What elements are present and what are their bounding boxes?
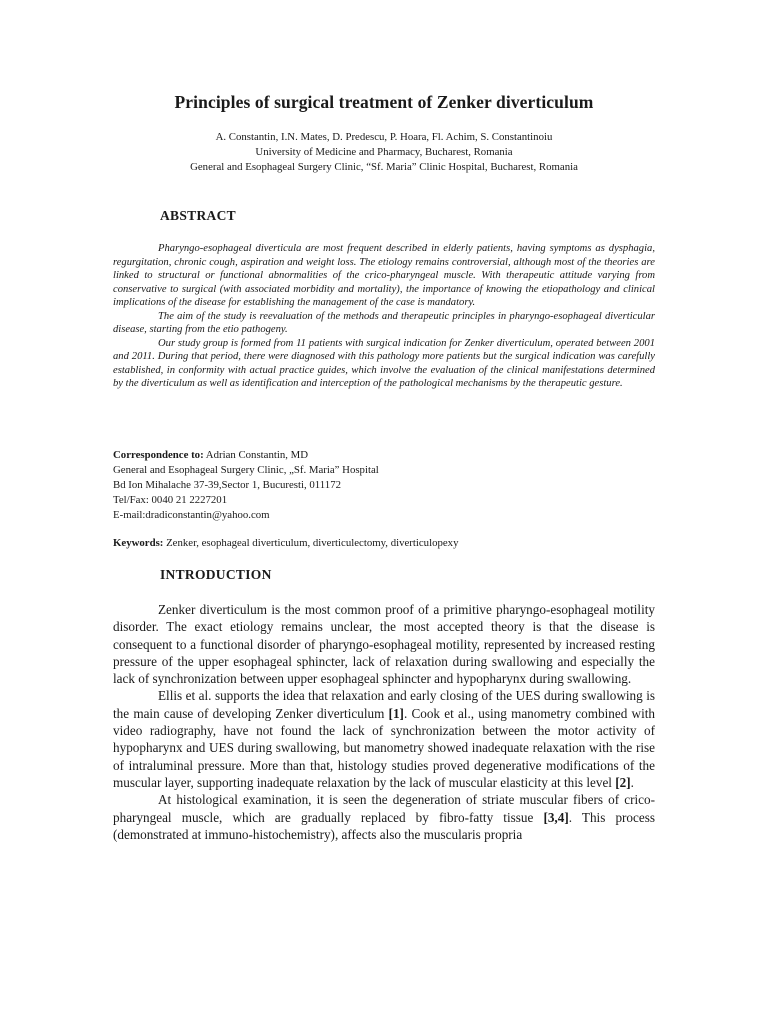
correspondence-phone: Tel/Fax: 0040 21 2227201 xyxy=(113,494,228,506)
citation: [1] xyxy=(388,705,404,721)
affiliation-university: University of Medicine and Pharmacy, Bucharest, Romania xyxy=(255,146,513,158)
correspondence-label: Correspondence to: xyxy=(113,449,204,461)
author-list: A. Constantin, I.N. Mates, D. Predescu, P. Hoara, Fl. Achim, S. Constantinoiu xyxy=(215,131,553,143)
intro-text: At histological examination, it is seen the degeneration of striate muscular fibers of crico-pharyngeal muscle, which are gradually replaced by fibro-fatty tissue xyxy=(113,792,655,825)
abstract-paragraph: Our study group is formed from 11 patients with surgical indication for Zenker diverticulum, operated between 2001 and 2011. During that period, there were diagnosed with this pathology more patients but the surgical indication was carefully established, in conformity with actual practice guides, which involve the evaluation of the clinical manifestations determined by the diverticulum as well as identification and interception of the pathological mechanisms by the therapeutic gesture. xyxy=(113,337,655,389)
correspondence-address-line: Bd Ion Mihalache 37-39,Sector 1, Bucuresti, 011172 xyxy=(113,479,341,491)
correspondence-block xyxy=(113,448,673,523)
keywords-text: Zenker, esophageal diverticulum, diverticulectomy, diverticulopexy xyxy=(163,537,459,549)
intro-text: . Cook et al., using manometry combined with video radiography, have not found the lack of synchronization between the motor activity of hypopharynx and UES during swallowing, but manometry showed inadequate relaxation with the rise of intraluminal pressure. More than that, histology studies proved degenerative modifications of the muscular layer, supporting inadequate relaxation by the lack of muscular elasticity at this level xyxy=(113,705,655,790)
keywords-line xyxy=(113,536,673,551)
introduction-body xyxy=(113,601,655,843)
intro-paragraph: Zenker diverticulum is the most common proof of a primitive pharyngo-esophageal motility disorder. The exact etiology remains unclear, the most accepted theory is that the disease is consequent to a functional disorder of pharyngo-esophageal motility, represented by increased resting pressure of the upper esophageal sphincter, lack of relaxation during swallowing and especially the lack of synchronization between upper esophageal sphincter and hypopharynx during swallowing. xyxy=(113,602,655,687)
correspondence-email: E-mail:dradiconstantin@yahoo.com xyxy=(113,509,270,521)
correspondence-name: Adrian Constantin, MD xyxy=(203,449,309,461)
intro-text: Ellis et al. supports the idea that relaxation and early closing of the UES during swallowing is the main cause of developing Zenker diverticulum xyxy=(113,688,655,721)
abstract-heading: ABSTRACT xyxy=(160,208,236,223)
citation: [2] xyxy=(615,774,631,790)
keywords-label: Keywords: xyxy=(113,537,164,549)
intro-paragraph xyxy=(113,791,655,843)
intro-paragraph xyxy=(113,687,655,791)
intro-text: . This process (demonstrated at immuno-histochemistry), affects also the muscularis propria xyxy=(113,809,655,842)
abstract-paragraph: The aim of the study is reevaluation of the methods and therapeutic principles in pharyngo-esophageal diverticular disease, starting from the etio pathogeny. xyxy=(113,310,655,335)
abstract-body xyxy=(113,242,655,391)
affiliation-clinic: General and Esophageal Surgery Clinic, “Sf. Maria” Clinic Hospital, Bucharest, Romania xyxy=(190,161,578,173)
correspondence-address-line: General and Esophageal Surgery Clinic, „Sf. Maria” Hospital xyxy=(113,464,379,476)
paper-title: Principles of surgical treatment of Zenker diverticulum xyxy=(174,92,594,112)
citation: [3,4] xyxy=(543,809,569,825)
introduction-heading: INTRODUCTION xyxy=(160,567,272,582)
abstract-paragraph: Pharyngo-esophageal diverticula are most frequent described in elderly patients, having symptoms as dysphagia, regurgitation, chronic cough, aspiration and weight loss. The etiology remains controversial, although most of the theories are linked to structural or functional abnormalities of the crico-pharyngeal muscle. With therapeutic attitude varying from conservative to surgical (with associated morbidity and mortality), the importance of knowing the etiopathology and clinical implications of the disease for establishing the management of the case is mandatory. xyxy=(113,243,655,308)
correspondence-name-line xyxy=(113,448,673,463)
intro-text: . xyxy=(630,774,634,790)
